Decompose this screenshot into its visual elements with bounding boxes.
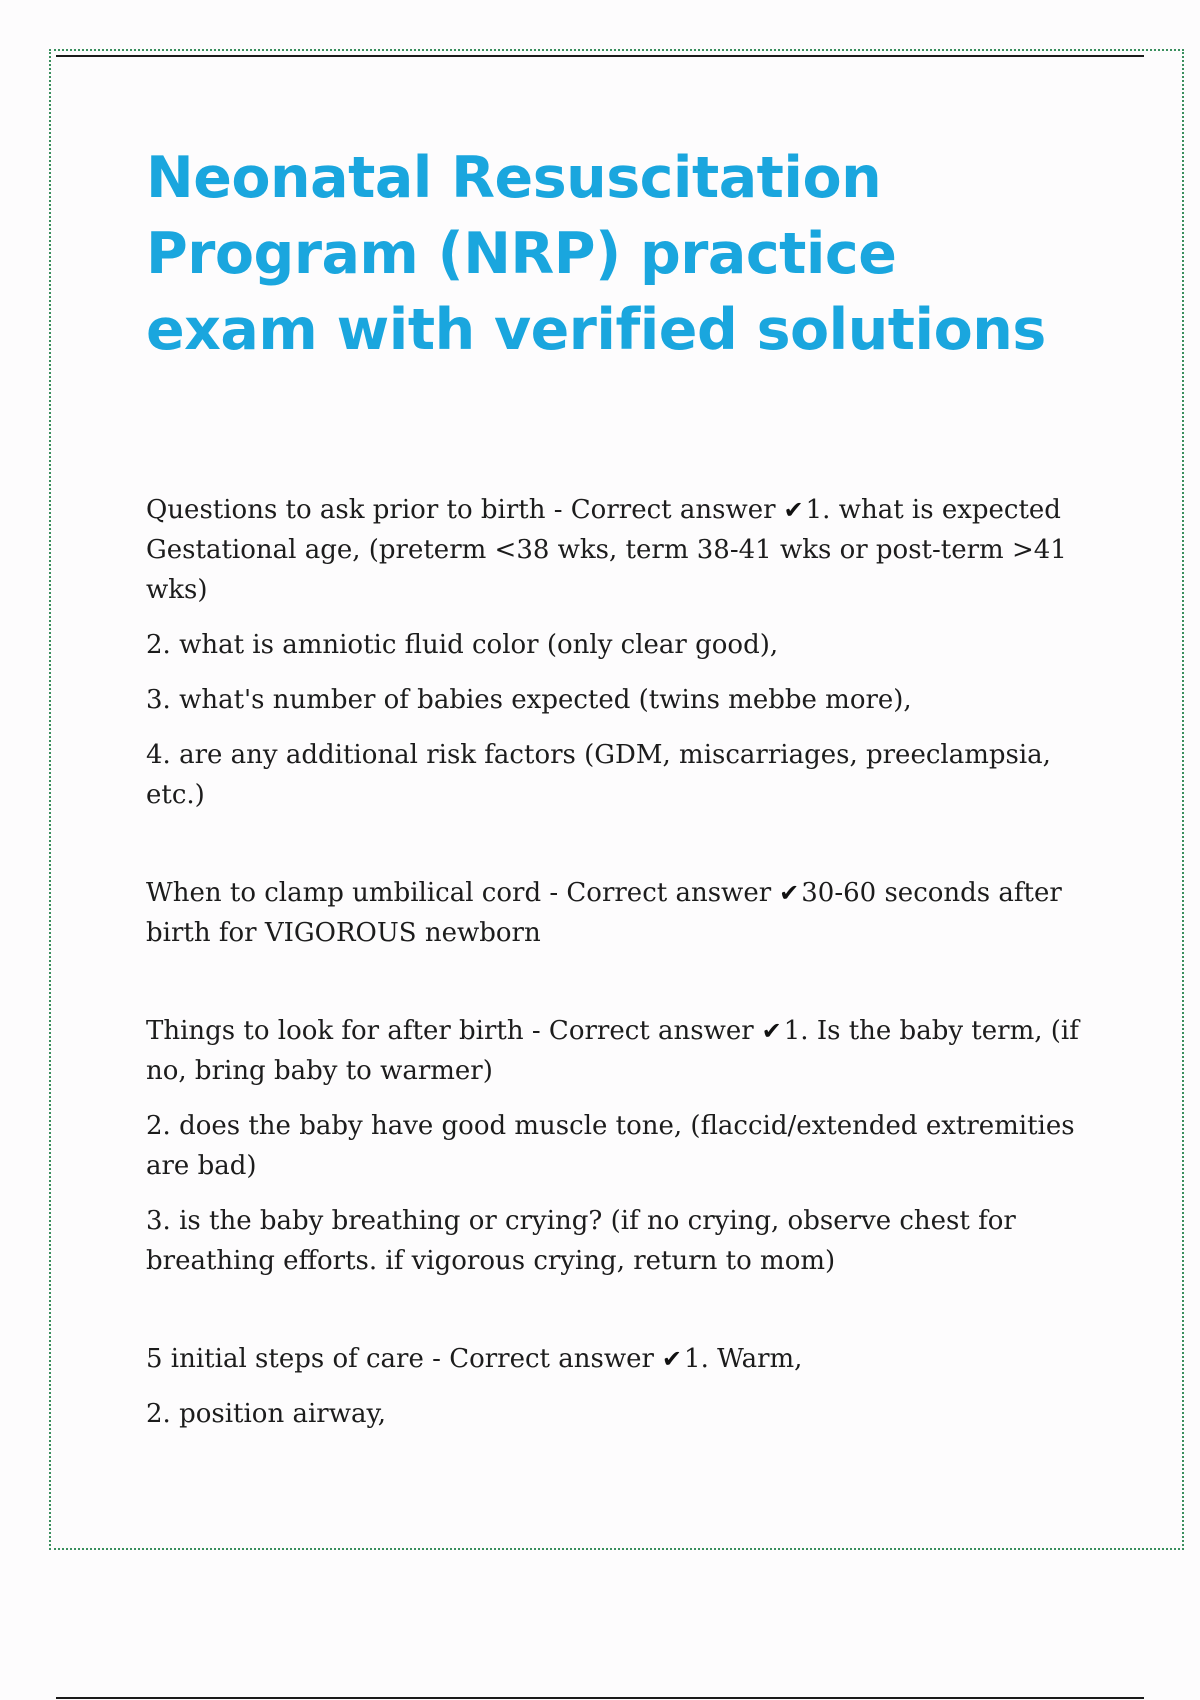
check-mark-icon: ✔ bbox=[779, 879, 800, 907]
answer-line: 2. does the baby have good muscle tone, (flaccid/extended extremities are bad) bbox=[146, 1111, 1075, 1181]
qa-list bbox=[146, 490, 1086, 1434]
answer-text: 1. Warm, bbox=[684, 1344, 803, 1374]
qa-question-line bbox=[146, 1011, 1086, 1091]
qa-question-line bbox=[146, 490, 1086, 610]
answer-line: 2. position airway, bbox=[146, 1399, 386, 1429]
answer-text: 1. what is expected Gestational age, (preterm <38 wks, term 38-41 wks or post-term >41 wks) bbox=[146, 495, 1067, 605]
answer-text: 30-60 seconds after birth for VIGOROUS newborn bbox=[146, 878, 1062, 948]
top-divider bbox=[56, 55, 1144, 57]
check-mark-icon: ✔ bbox=[783, 496, 804, 524]
question-text: Questions to ask prior to birth - Correct answer bbox=[146, 495, 776, 525]
answer-line: 2. what is amniotic fluid color (only clear good), bbox=[146, 630, 779, 660]
bottom-divider bbox=[56, 1697, 1144, 1699]
qa-question-line bbox=[146, 1339, 1086, 1379]
document-body bbox=[146, 140, 1086, 1492]
qa-item bbox=[146, 1339, 1086, 1434]
question-text: When to clamp umbilical cord - Correct answer bbox=[146, 878, 772, 908]
qa-item bbox=[146, 490, 1086, 815]
answer-text: 1. Is the baby term, (if no, bring baby to warmer) bbox=[146, 1016, 1079, 1086]
qa-question-line bbox=[146, 873, 1086, 953]
qa-item bbox=[146, 1011, 1086, 1281]
answer-line: 3. is the baby breathing or crying? (if no crying, observe chest for breathing efforts. if vigorous crying, return to mom) bbox=[146, 1206, 1016, 1276]
question-text: Things to look for after birth - Correct answer bbox=[146, 1016, 754, 1046]
answer-line: 4. are any additional risk factors (GDM, miscarriages, preeclampsia, etc.) bbox=[146, 740, 1051, 810]
check-mark-icon: ✔ bbox=[661, 1345, 683, 1373]
question-text: 5 initial steps of care - Correct answer bbox=[146, 1344, 654, 1374]
answer-line: 3. what's number of babies expected (twins mebbe more), bbox=[146, 685, 912, 715]
check-mark-icon: ✔ bbox=[761, 1017, 782, 1045]
page-title: Neonatal Resuscitation Program (NRP) practice exam with verified solutions bbox=[146, 145, 1046, 363]
qa-item bbox=[146, 873, 1086, 953]
